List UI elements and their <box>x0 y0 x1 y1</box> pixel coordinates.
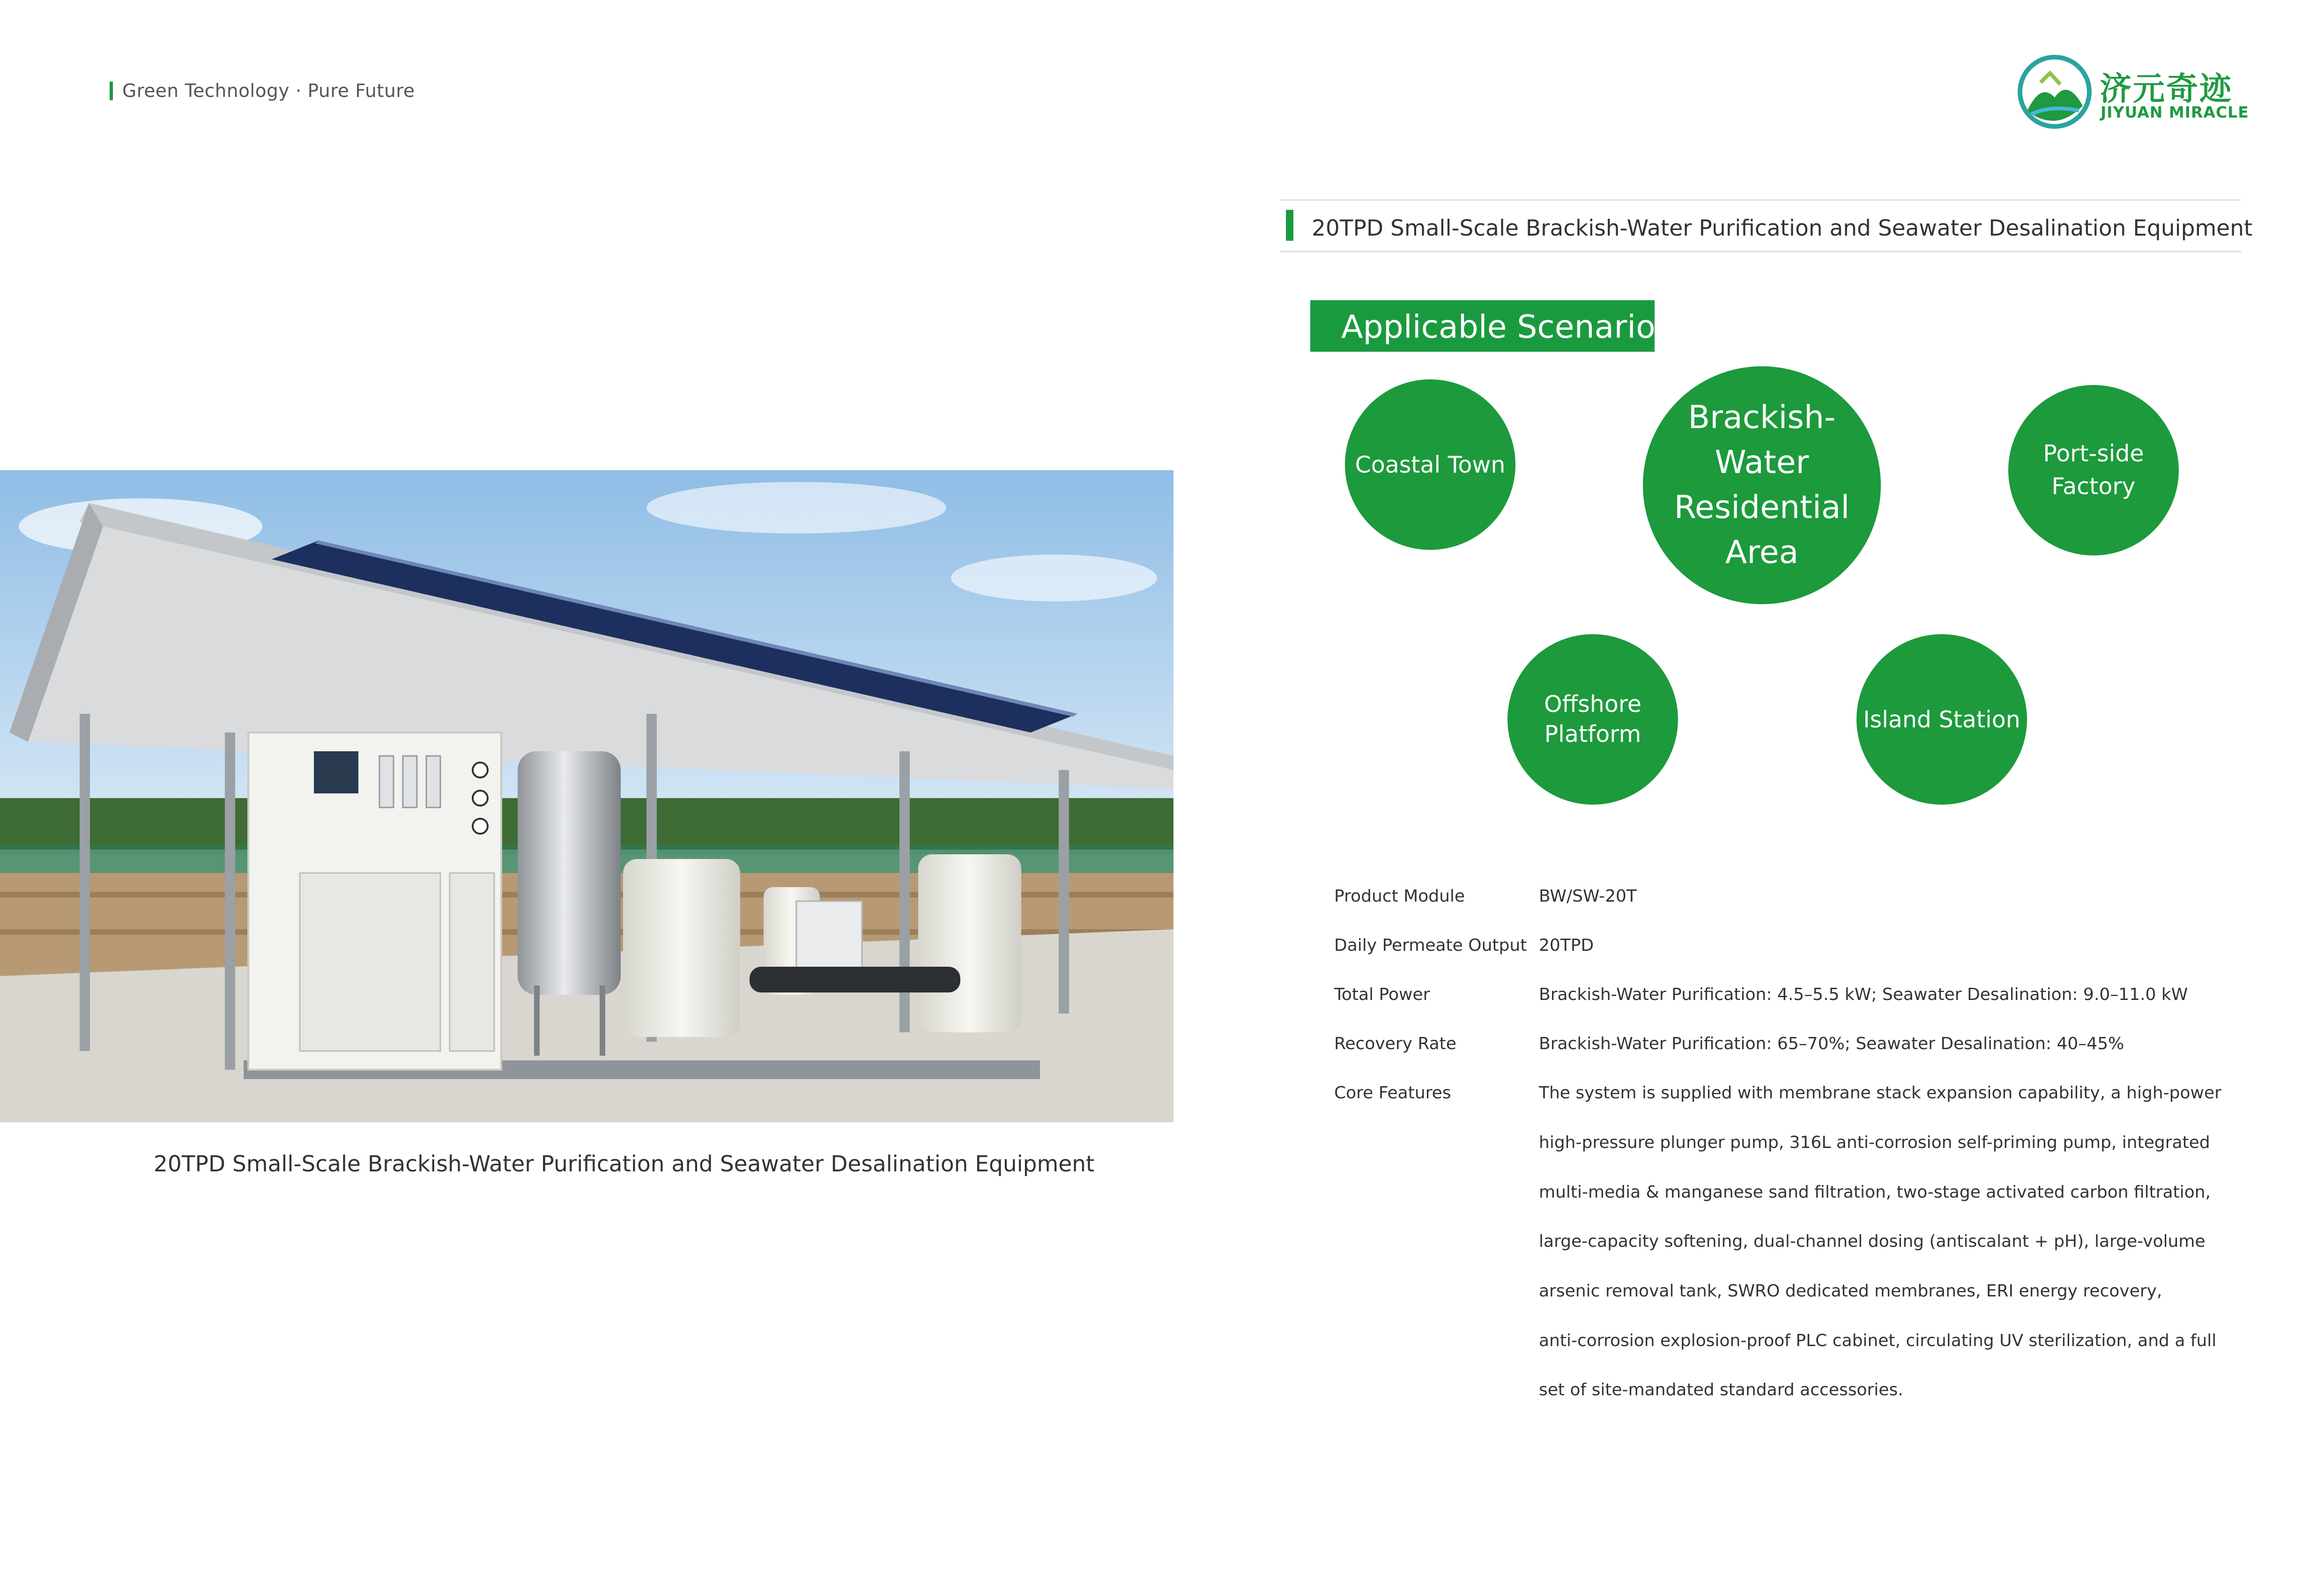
scenario-label-line: Factory <box>2051 473 2136 500</box>
company-logo <box>2017 54 2249 129</box>
core-features-line: arsenic removal tank, SWRO dedicated membranes, ERI energy recovery, <box>1539 1281 2162 1301</box>
scenarios-heading <box>1310 300 1672 352</box>
heading-divider-bottom <box>1280 251 2241 252</box>
scenario-label-line: Port-side <box>2043 440 2144 467</box>
core-features-line: high-pressure plunger pump, 316L anti-corrosion self-priming pump, integrated <box>1539 1133 2210 1152</box>
core-features-line: set of site-mandated standard accessories. <box>1539 1380 1903 1399</box>
scenario-label-line: Residential <box>1674 489 1850 526</box>
scenario-circle-brackish-water-residential-area <box>1643 366 1881 604</box>
logo-emblem-icon <box>2017 54 2092 129</box>
spec-label-daily-permeate-output: Daily Permeate Output <box>1334 936 1527 955</box>
scenario-label-line: Platform <box>1544 721 1641 748</box>
scenario-label: Island Station <box>1863 706 2020 733</box>
logo-english-name: JIYUAN MIRACLE <box>2101 103 2249 121</box>
heading-divider-top <box>1280 199 2241 201</box>
scenario-label-line: Offshore <box>1544 691 1642 718</box>
photo-caption: 20TPD Small-Scale Brackish-Water Purification and Seawater Desalination Equipment <box>154 1151 1095 1177</box>
header-tagline <box>110 81 415 101</box>
core-features-line: The system is supplied with membrane stack expansion capability, a high-power <box>1539 1083 2221 1103</box>
spec-value-recovery-rate: Brackish-Water Purification: 65–70%; Seawater Desalination: 40–45% <box>1539 1034 2124 1053</box>
scenario-circle-island-station <box>1856 634 2027 805</box>
spec-value-product-module: BW/SW-20T <box>1539 887 1637 906</box>
core-features-line: anti-corrosion explosion-proof PLC cabinet, circulating UV sterilization, and a full <box>1539 1331 2217 1350</box>
equipment-photo-illustration <box>0 470 1173 1122</box>
product-title: 20TPD Small-Scale Brackish-Water Purification and Seawater Desalination Equipment <box>1312 215 2253 241</box>
core-features-line: large-capacity softening, dual-channel dosing (antiscalant + pH), large-volume <box>1539 1232 2205 1251</box>
spec-label-product-module: Product Module <box>1334 887 1465 906</box>
scenario-label-line: Area <box>1725 534 1799 571</box>
heading-accent-bar <box>1286 210 1293 241</box>
scenario-circle-offshore-platform <box>1507 634 1678 805</box>
scenario-circle-port-side-factory <box>2008 385 2179 555</box>
spec-label-recovery-rate: Recovery Rate <box>1334 1034 1456 1053</box>
scenario-label-line: Brackish-Water <box>1688 399 1836 481</box>
spec-label-total-power: Total Power <box>1334 985 1430 1004</box>
core-features-line: multi-media & manganese sand filtration, two-stage activated carbon filtration, <box>1539 1183 2211 1202</box>
logo-chinese-name: 济元奇迹 <box>2100 71 2233 108</box>
scenarios-heading-text: Applicable Scenarios <box>1341 309 1672 346</box>
tagline-text: Green Technology · Pure Future <box>122 80 415 102</box>
scenario-label: Coastal Town <box>1355 451 1506 478</box>
equipment-photo <box>0 470 1173 1122</box>
scenario-circle-coastal-town <box>1345 379 1515 550</box>
tagline-accent-bar <box>110 81 113 100</box>
spec-value-daily-permeate-output: 20TPD <box>1539 936 1594 955</box>
spec-label-core-features: Core Features <box>1334 1083 1451 1103</box>
spec-value-total-power: Brackish-Water Purification: 4.5–5.5 kW; Seawater Desalination: 9.0–11.0 kW <box>1539 985 2188 1004</box>
